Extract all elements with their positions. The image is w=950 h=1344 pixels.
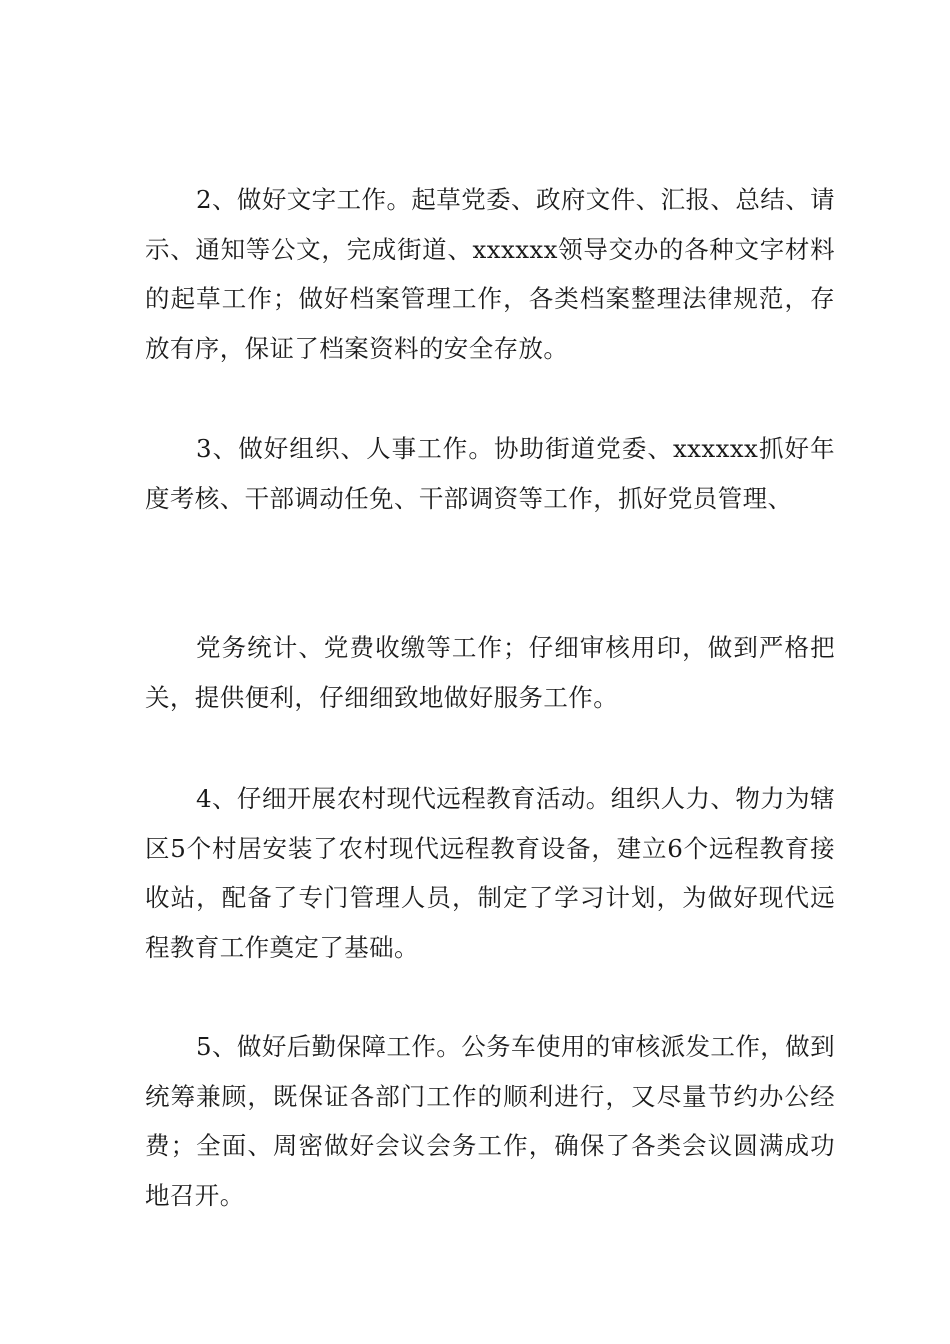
paragraph-item-2: 2、做好文字工作。起草党委、政府文件、汇报、总结、请示、通知等公文，完成街道、xxxxxx领导交办的各种文字材料的起草工作；做好档案管理工作，各类档案整理法律规范，存放有序，保证了档案资料的安全存放。 bbox=[145, 185, 835, 363]
paragraph-item-4: 4、仔细开展农村现代远程教育活动。组织人力、物力为辖区5个村居安装了农村现代远程教育设备，建立6个远程教育接收站，配备了专门管理人员，制定了学习计划，为做好现代远程教育工作奠定了基础。 bbox=[145, 784, 835, 962]
paragraph-item-3: 3、做好组织、人事工作。协助街道党委、xxxxxx抓好年度考核、干部调动任免、干部调资等工作，抓好党员管理、 bbox=[145, 434, 835, 513]
paragraph-item-5: 5、做好后勤保障工作。公务车使用的审核派发工作，做到统筹兼顾，既保证各部门工作的顺利进行，又尽量节约办公经费；全面、周密做好会议会务工作，确保了各类会议圆满成功地召开。 bbox=[145, 1032, 835, 1210]
paragraph-item-3-continued: 党务统计、党费收缴等工作；仔细审核用印，做到严格把关，提供便利，仔细细致地做好服务工作。 bbox=[145, 633, 835, 712]
